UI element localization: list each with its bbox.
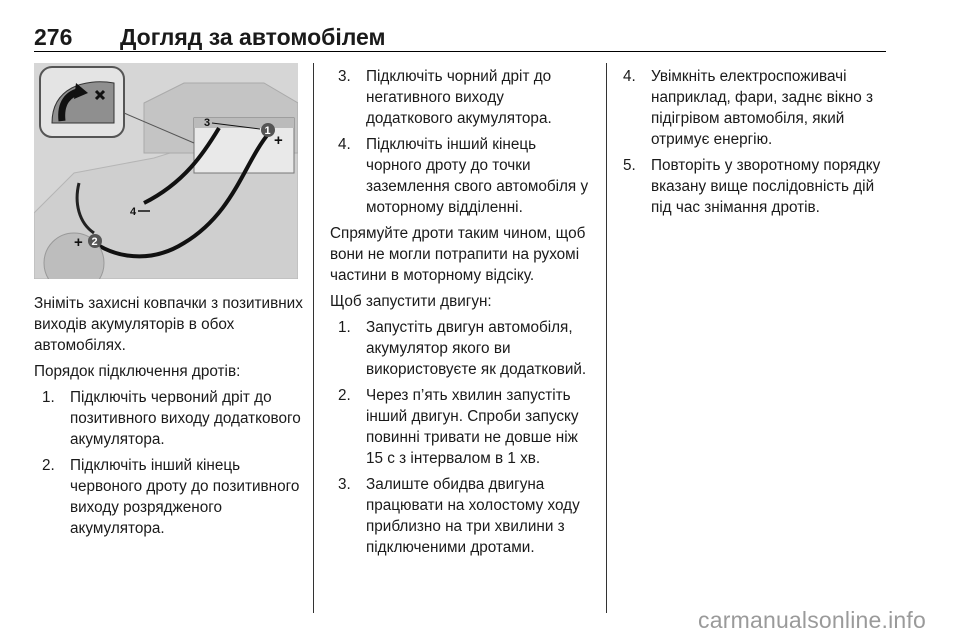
header-rule [34,51,886,52]
step-text: Підключіть чорний дріт до негативного виходу додаткового акумулятора. [366,68,552,127]
figure-label-2: 2 [91,236,98,248]
jump-start-illustration [34,63,298,279]
step-number: 5. [623,157,636,174]
step-text: Залиште обидва двигуна працювати на холостому ходу приблизно на три хвилини з підключеними дротами. [366,476,580,556]
list-item [34,387,304,450]
figure-label-4: 4 [130,206,137,218]
step-number: 1. [42,389,55,406]
start-heading: Щоб запустити двигун: [330,293,492,310]
step-number: 1. [338,319,351,336]
list-item [615,66,887,150]
step-text: Підключіть червоний дріт до позитивного виходу додаткового акумулятора. [70,389,301,448]
list-item [330,385,594,469]
list-item [615,155,887,218]
step-number: 3. [338,476,351,493]
figure-label-3: 3 [204,117,211,129]
step-text: Підключіть інший кінець чорного дроту до точки заземлення свого автомобіля у моторному відділенні. [366,136,589,216]
column-divider [606,63,607,613]
route-note: Спрямуйте дроти таким чином, щоб вони не могли потрапити на рухомі частини в моторному відсіку. [330,225,586,284]
step-text: Підключіть інший кінець червоного дроту до позитивного виходу розрядженого акумулятора. [70,457,300,537]
left-column [34,293,304,544]
step-number: 4. [338,136,351,153]
page-header [34,24,886,54]
watermark-link[interactable]: carmanualsonline.info [698,607,926,633]
list-item [330,66,594,129]
list-item [330,317,594,380]
list-item [34,455,304,539]
step-text: Повторіть у зворотному порядку вказану вище послідовність дій під час знімання дротів. [651,157,881,216]
step-text: Увімкніть електроспоживачі наприклад, фари, заднє вікно з підігрівом автомобіля, який отримує енергію. [651,68,874,148]
step-number: 2. [42,457,55,474]
battery-terminal-cap-icon [40,67,124,137]
svg-text:+: + [274,132,283,149]
order-heading: Порядок підключення дротів: [34,363,241,380]
step-text: Запустіть двигун автомобіля, акумулятор якого ви використовуєте як додатковий. [366,319,587,378]
step-number: 4. [623,68,636,85]
right-column [615,66,887,223]
list-item [330,134,594,218]
page-number: 276 [34,24,73,50]
step-text: Через п’ять хвилин запустіть інший двигун. Спроби запуску повинні тривати не довше ніж 15 с з інтервалом в 1 хв. [366,387,579,467]
step-number: 3. [338,68,351,85]
chapter-title: Догляд за автомобілем [120,24,386,50]
middle-column [330,66,594,563]
step-number: 2. [338,387,351,404]
column-divider [313,63,314,613]
figure-caption: Зніміть захисні ковпачки з позитивних виходів акумуляторів в обох автомобілях. [34,295,303,354]
list-item [330,474,594,558]
svg-text:+: + [74,234,83,251]
figure-label-1: 1 [264,125,271,137]
